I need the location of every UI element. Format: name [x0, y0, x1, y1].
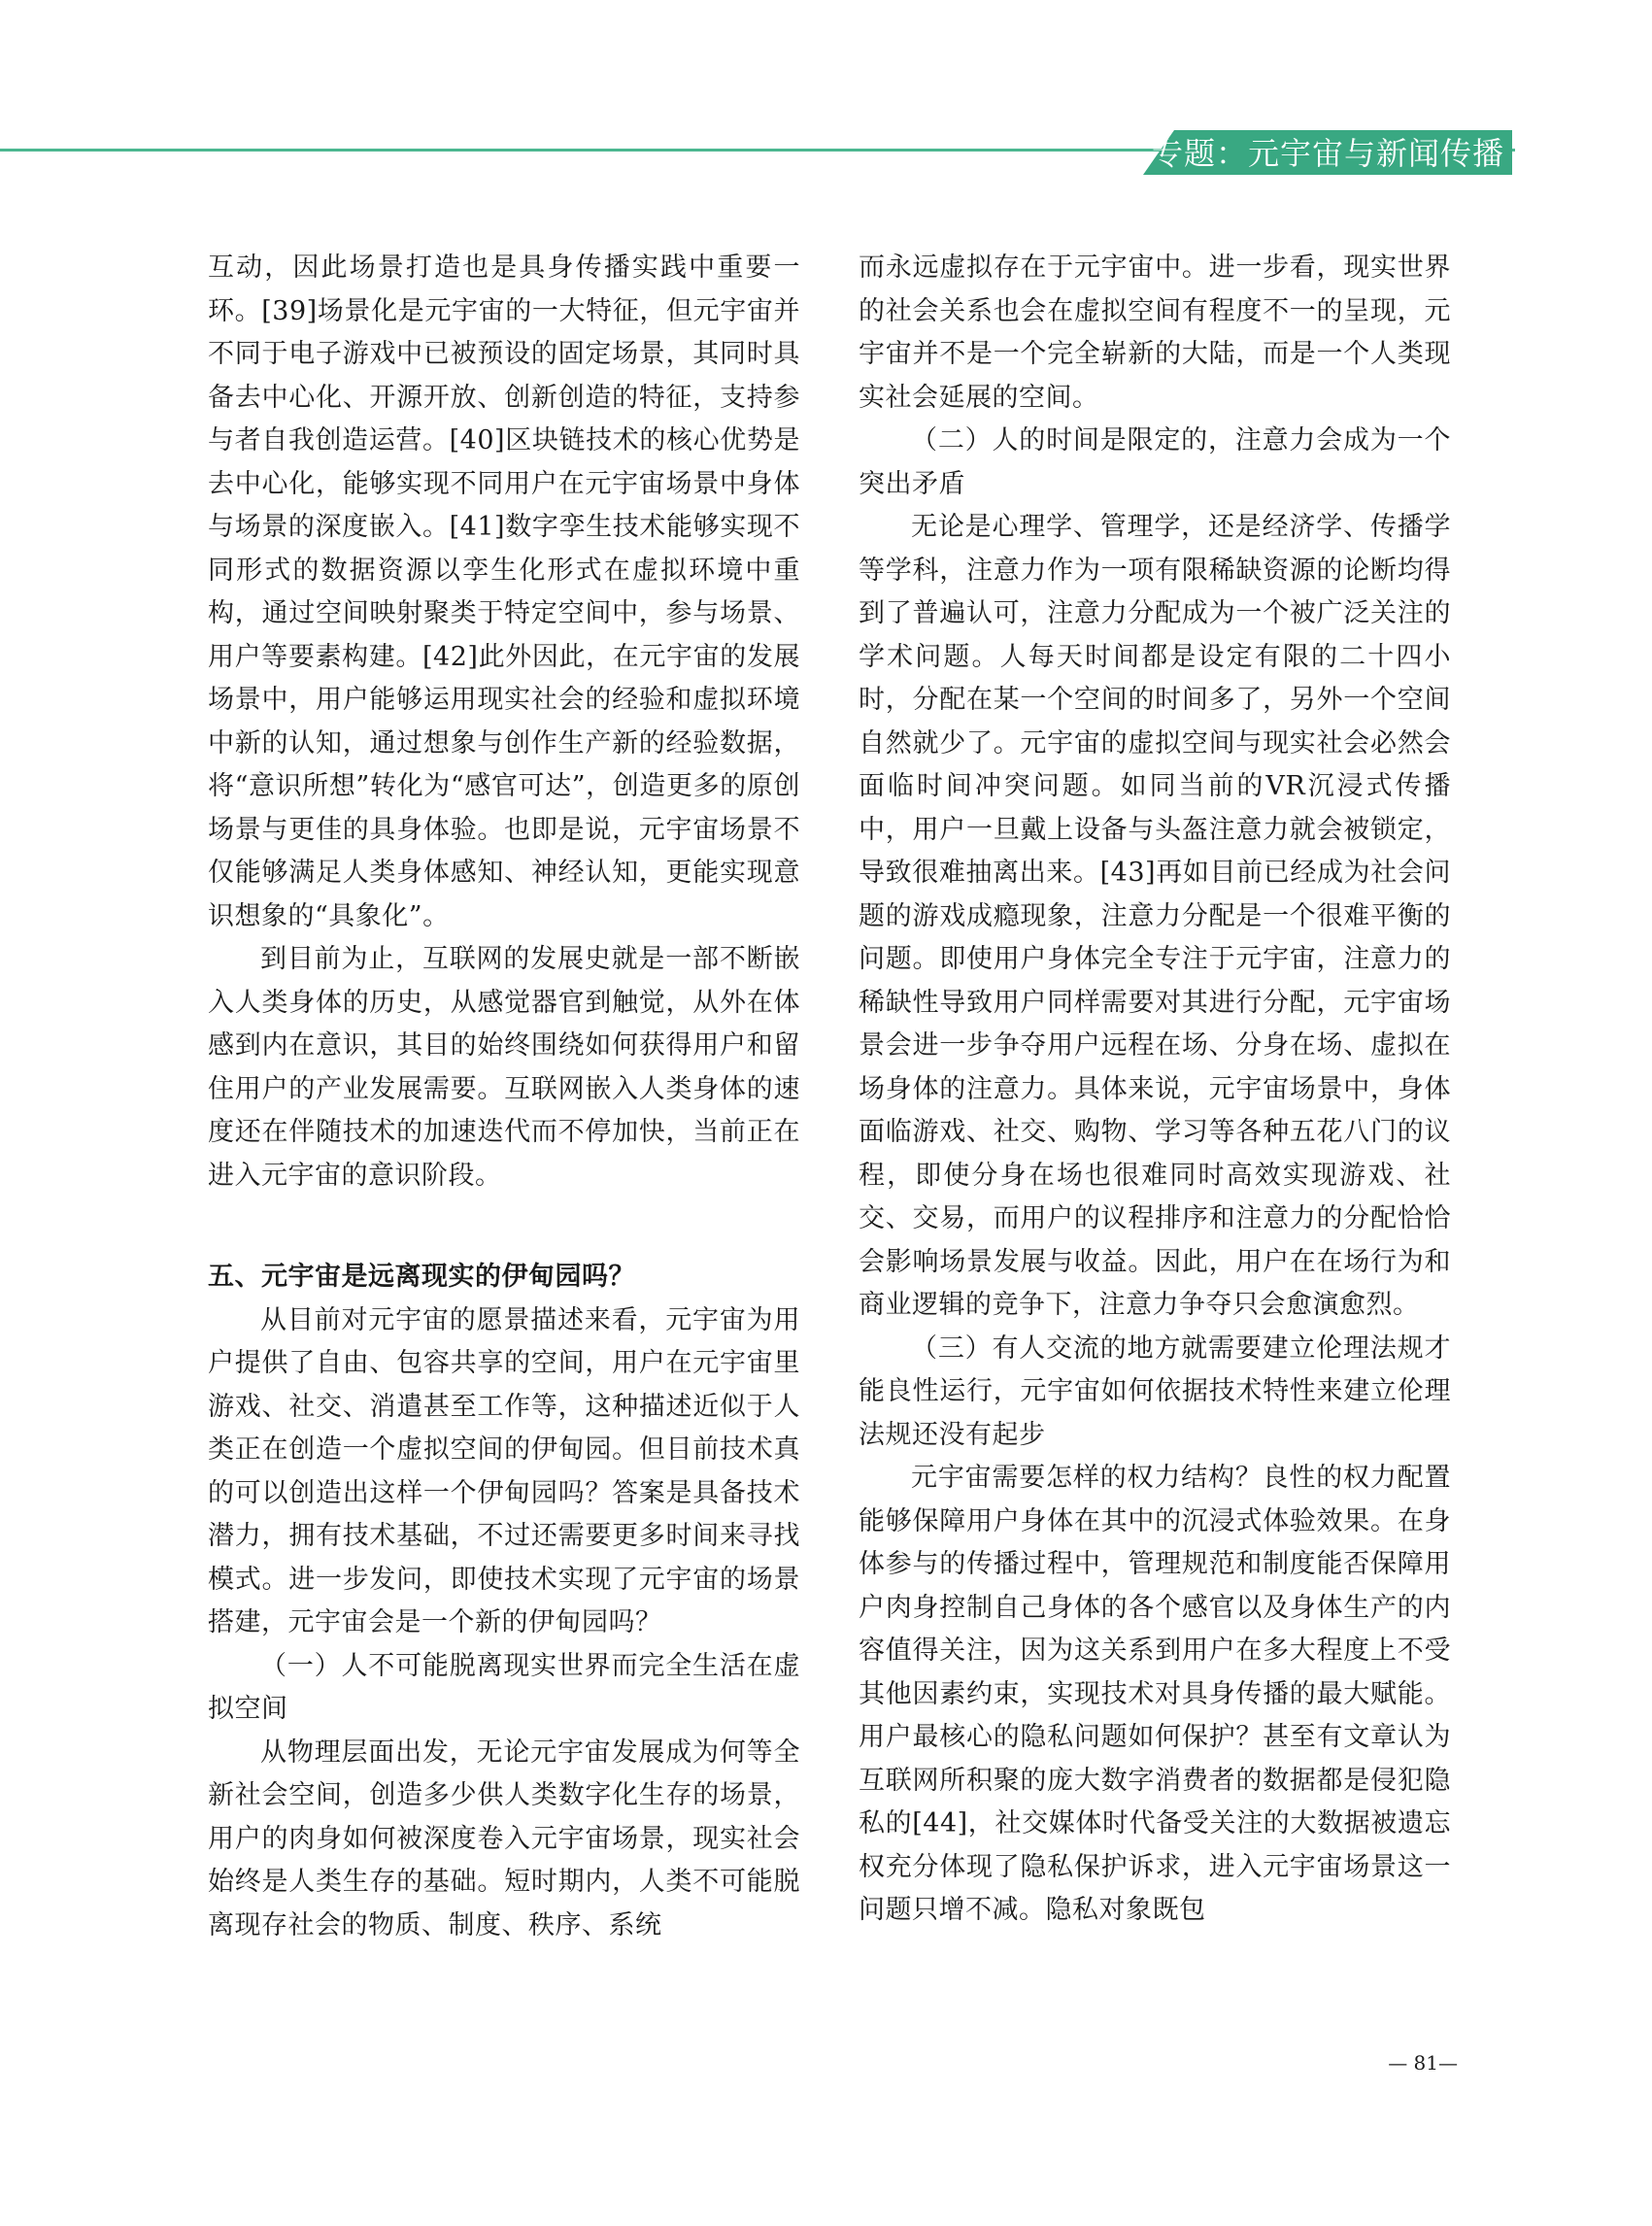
- paragraph-continuation: 互动，因此场景打造也是具身传播实践中重要一环。[39]场景化是元宇宙的一大特征，但元宇宙并不同于电子游戏中已被预设的固定场景，其同时具备去中心化、开源开放、创新创造的特征，支持参与者自我创造运营。[40]区块链技术的核心优势是去中心化，能够实现不同用户在元宇宙场景中身体与场景的深度嵌入。[41]数字孪生技术能够实现不同形式的数据资源以孪生化形式在虚拟环境中重构，通过空间映射聚类于特定空间中，参与场景、用户等要素构建。[42]此外因此，在元宇宙的发展场景中，用户能够运用现实社会的经验和虚拟环境中新的认知，通过想象与创作生产新的经验数据，将“意识所想”转化为“感官可达”，创造更多的原创场景与更佳的具身体验。也即是说，元宇宙场景不仅能够满足人类身体感知、神经认知，更能实现意识想象的“具象化”。: [208, 253, 800, 931]
- paragraph: 无论是心理学、管理学，还是经济学、传播学等学科，注意力作为一项有限稀缺资源的论断均得到了普遍认可，注意力分配成为一个被广泛关注的学术问题。人每天时间都是设定有限的二十四小时，分配在某一个空间的时间多了，另外一个空间自然就少了。元宇宙的虚拟空间与现实社会必然会面临时间冲突问题。如同当前的VR沉浸式传播中，用户一旦戴上设备与头盔注意力就会被锁定，导致很难抽离出来。[43]再如目前已经成为社会问题的游戏成瘾现象，注意力分配是一个很难平衡的问题。即使用户身体完全专注于元宇宙，注意力的稀缺性导致用户同样需要对其进行分配，元宇宙场景会进一步争夺用户远程在场、分身在场、虚拟在场身体的注意力。具体来说，元宇宙场景中，身体面临游戏、社交、购物、学习等各种五花八门的议程，即使分身在场也很难同时高效实现游戏、社交、交易，而用户的议程排序和注意力的分配恰恰会影响场景发展与收益。因此，用户在在场行为和商业逻辑的竞争下，注意力争夺只会愈演愈烈。: [859, 512, 1451, 1320]
- page-number: — 81—: [1388, 2051, 1458, 2074]
- subsection-heading: （三）有人交流的地方就需要建立伦理法规才能良性运行，元宇宙如何依据技术特性来建立伦理法规还没有起步: [859, 1332, 1451, 1450]
- header-section-title: 专题：元宇宙与新闻传播: [1151, 135, 1504, 172]
- left-column: [208, 247, 800, 1947]
- paragraph: 从目前对元宇宙的愿景描述来看，元宇宙为用户提供了自由、包容共享的空间，用户在元宇宙里游戏、社交、消遣甚至工作等，这种描述近似于人类正在创造一个虚拟空间的伊甸园。但目前技术真的可以创造出这样一个伊甸园吗？答案是具备技术潜力，拥有技术基础，不过还需要更多时间来寻找模式。进一步发问，即使技术实现了元宇宙的场景搭建，元宇宙会是一个新的伊甸园吗？: [208, 1304, 800, 1637]
- paragraph-continuation: 而永远虚拟存在于元宇宙中。进一步看，现实世界的社会关系也会在虚拟空间有程度不一的呈现，元宇宙并不是一个完全崭新的大陆，而是一个人类现实社会延展的空间。: [859, 253, 1451, 413]
- section-heading: 五、元宇宙是远离现实的伊甸园吗？: [208, 1262, 635, 1292]
- subsection-heading: （二）人的时间是限定的，注意力会成为一个突出矛盾: [859, 425, 1451, 499]
- paragraph: 元宇宙需要怎样的权力结构？良性的权力配置能够保障用户身体在其中的沉浸式体验效果。在身体参与的传播过程中，管理规范和制度能否保障用户肉身控制自己身体的各个感官以及身体生产的内容值得关注，因为这关系到用户在多大程度上不受其他因素约束，实现技术对具身传播的最大赋能。用户最核心的隐私问题如何保护？甚至有文章认为互联网所积聚的庞大数字消费者的数据都是侵犯隐私的[44]，社交媒体时代备受关注的大数据被遗忘权充分体现了隐私保护诉求，进入元宇宙场景这一问题只增不减。隐私对象既包: [859, 1463, 1451, 1925]
- paragraph: 到目前为止，互联网的发展史就是一部不断嵌入人类身体的历史，从感觉器官到触觉，从外在体感到内在意识，其目的始终围绕如何获得用户和留住用户的产业发展需要。互联网嵌入人类身体的速度还在伴随技术的加速迭代而不停加快，当前正在进入元宇宙的意识阶段。: [208, 944, 800, 1191]
- paragraph: 从物理层面出发，无论元宇宙发展成为何等全新社会空间，创造多少供人类数字化生存的场景，用户的肉身如何被深度卷入元宇宙场景，现实社会始终是人类生存的基础。短时期内，人类不可能脱离现存社会的物质、制度、秩序、系统: [208, 1737, 800, 1940]
- right-column: [859, 247, 1451, 1933]
- subsection-heading: （一）人不可能脱离现实世界而完全生活在虚拟空间: [208, 1650, 800, 1724]
